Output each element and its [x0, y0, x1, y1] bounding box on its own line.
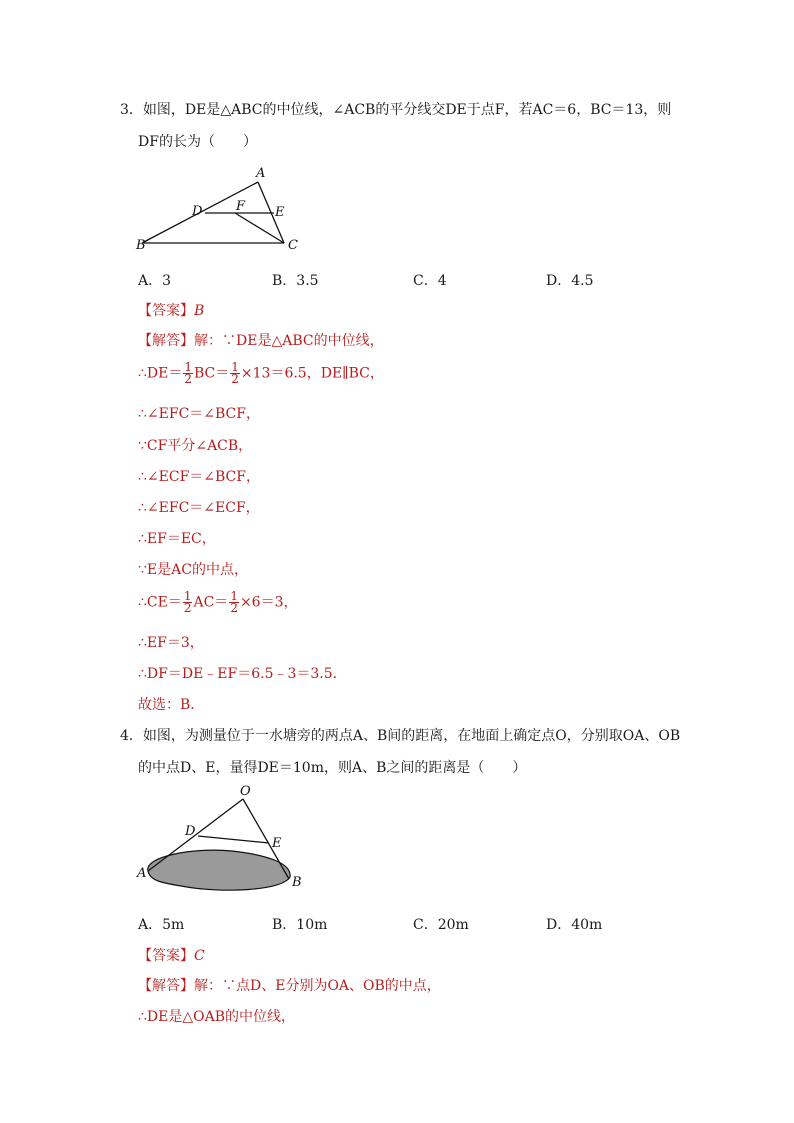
q3-solution-intro-row	[138, 331, 384, 351]
q3-sol-ce-mid: AC＝	[193, 594, 229, 611]
q4-option-c[interactable]: C．20m	[413, 917, 469, 933]
q4-label-e: E	[272, 836, 282, 851]
q3-answer-row	[138, 300, 204, 320]
q3-option-a[interactable]: A．3	[138, 273, 172, 289]
q3-option-b[interactable]: B．3.5	[272, 273, 319, 289]
q4-solution-tag: 【解答】	[138, 978, 194, 994]
q3-sol-ce-suffix: ×6＝3，	[239, 594, 298, 611]
q3-sol-ce-prefix: ∴CE＝	[138, 594, 182, 611]
q4-solution-intro: 解：∵点D、E分别为OA、OB的中点，	[194, 978, 441, 994]
q3-sol-line: ∴∠EFC＝∠ECF，	[138, 500, 260, 516]
q3-triangle-figure	[132, 160, 312, 260]
q3-solution-tag: 【解答】	[138, 333, 194, 349]
q3-sol-line: ∴EF＝3，	[138, 635, 204, 651]
q4-stem-line1: 4．如图，为测量位于一水塘旁的两点A、B间的距离，在地面上确定点O，分别取OA、OB	[120, 728, 681, 744]
q3-label-d: D	[192, 204, 203, 219]
q4-pond-shape	[148, 850, 290, 890]
q3-label-f: F	[236, 199, 246, 214]
q3-sol-de-mid: BC＝	[194, 365, 230, 382]
q3-sol-de-line	[138, 362, 384, 385]
q3-frac-half-3: $\frac{1}{2}$	[183, 589, 192, 615]
q3-frac-half-1: $\frac{1}{2}$	[184, 360, 192, 386]
q4-label-a: A	[137, 866, 147, 881]
q4-option-a[interactable]: A．5m	[138, 917, 185, 933]
q4-option-b[interactable]: B．10m	[272, 917, 328, 933]
q3-sol-de-suffix: ×13＝6.5，DE∥BC，	[240, 365, 384, 382]
q3-sol-line: ∴∠ECF＝∠BCF，	[138, 469, 260, 485]
q3-answer-value: B	[194, 303, 205, 319]
q3-label-e: E	[275, 205, 285, 220]
q3-sol-ce-line	[138, 591, 298, 614]
q3-label-c: C	[288, 238, 298, 253]
q3-label-a: A	[256, 166, 266, 181]
q4-option-d[interactable]: D．40m	[546, 917, 603, 933]
q4-solution-intro-row	[138, 976, 441, 996]
q3-sol-de-prefix: ∴DE＝	[138, 365, 183, 382]
q4-label-o: O	[240, 785, 251, 799]
q3-sol-line: ∴DF＝DE﹣EF＝6.5﹣3＝3.5．	[138, 666, 347, 682]
q4-answer-row	[138, 945, 205, 965]
q3-answer-tag: 【答案】	[138, 303, 194, 319]
q3-sol-line: ∵E是AC的中点，	[138, 562, 248, 578]
q4-sol-line: ∴DE是△OAB的中位线，	[138, 1009, 295, 1025]
q3-sol-line: ∴∠EFC＝∠BCF，	[138, 406, 260, 422]
q3-sol-choice: 故选：B．	[138, 697, 205, 713]
q3-option-c[interactable]: C．4	[413, 273, 447, 289]
q4-midline-de	[198, 836, 269, 843]
q4-pond-figure	[132, 785, 312, 895]
q4-stem-line2: 的中点D、E，量得DE＝10m，则A、B之间的距离是（ ）	[138, 760, 527, 776]
q4-label-b: B	[292, 875, 302, 890]
q3-frac-half-4: $\frac{1}{2}$	[230, 589, 238, 615]
q3-option-d[interactable]: D．4.5	[546, 273, 594, 289]
q3-sol-line: ∵CF平分∠ACB，	[138, 438, 253, 454]
q4-answer-tag: 【答案】	[138, 948, 194, 964]
q3-stem-line2: DF的长为（ ）	[138, 134, 257, 150]
q3-solution-intro: 解：∵DE是△ABC的中位线，	[194, 333, 384, 349]
q4-answer-value: C	[194, 948, 205, 964]
q3-frac-half-2: $\frac{1}{2}$	[231, 360, 239, 386]
q3-sol-line: ∴EF＝EC，	[138, 531, 216, 547]
q3-stem-line1: 3．如图，DE是△ABC的中位线，∠ACB的平分线交DE于点F，若AC＝6，BC＝13，则	[120, 102, 672, 118]
q4-label-d: D	[185, 824, 196, 839]
q3-label-b: B	[136, 238, 146, 253]
